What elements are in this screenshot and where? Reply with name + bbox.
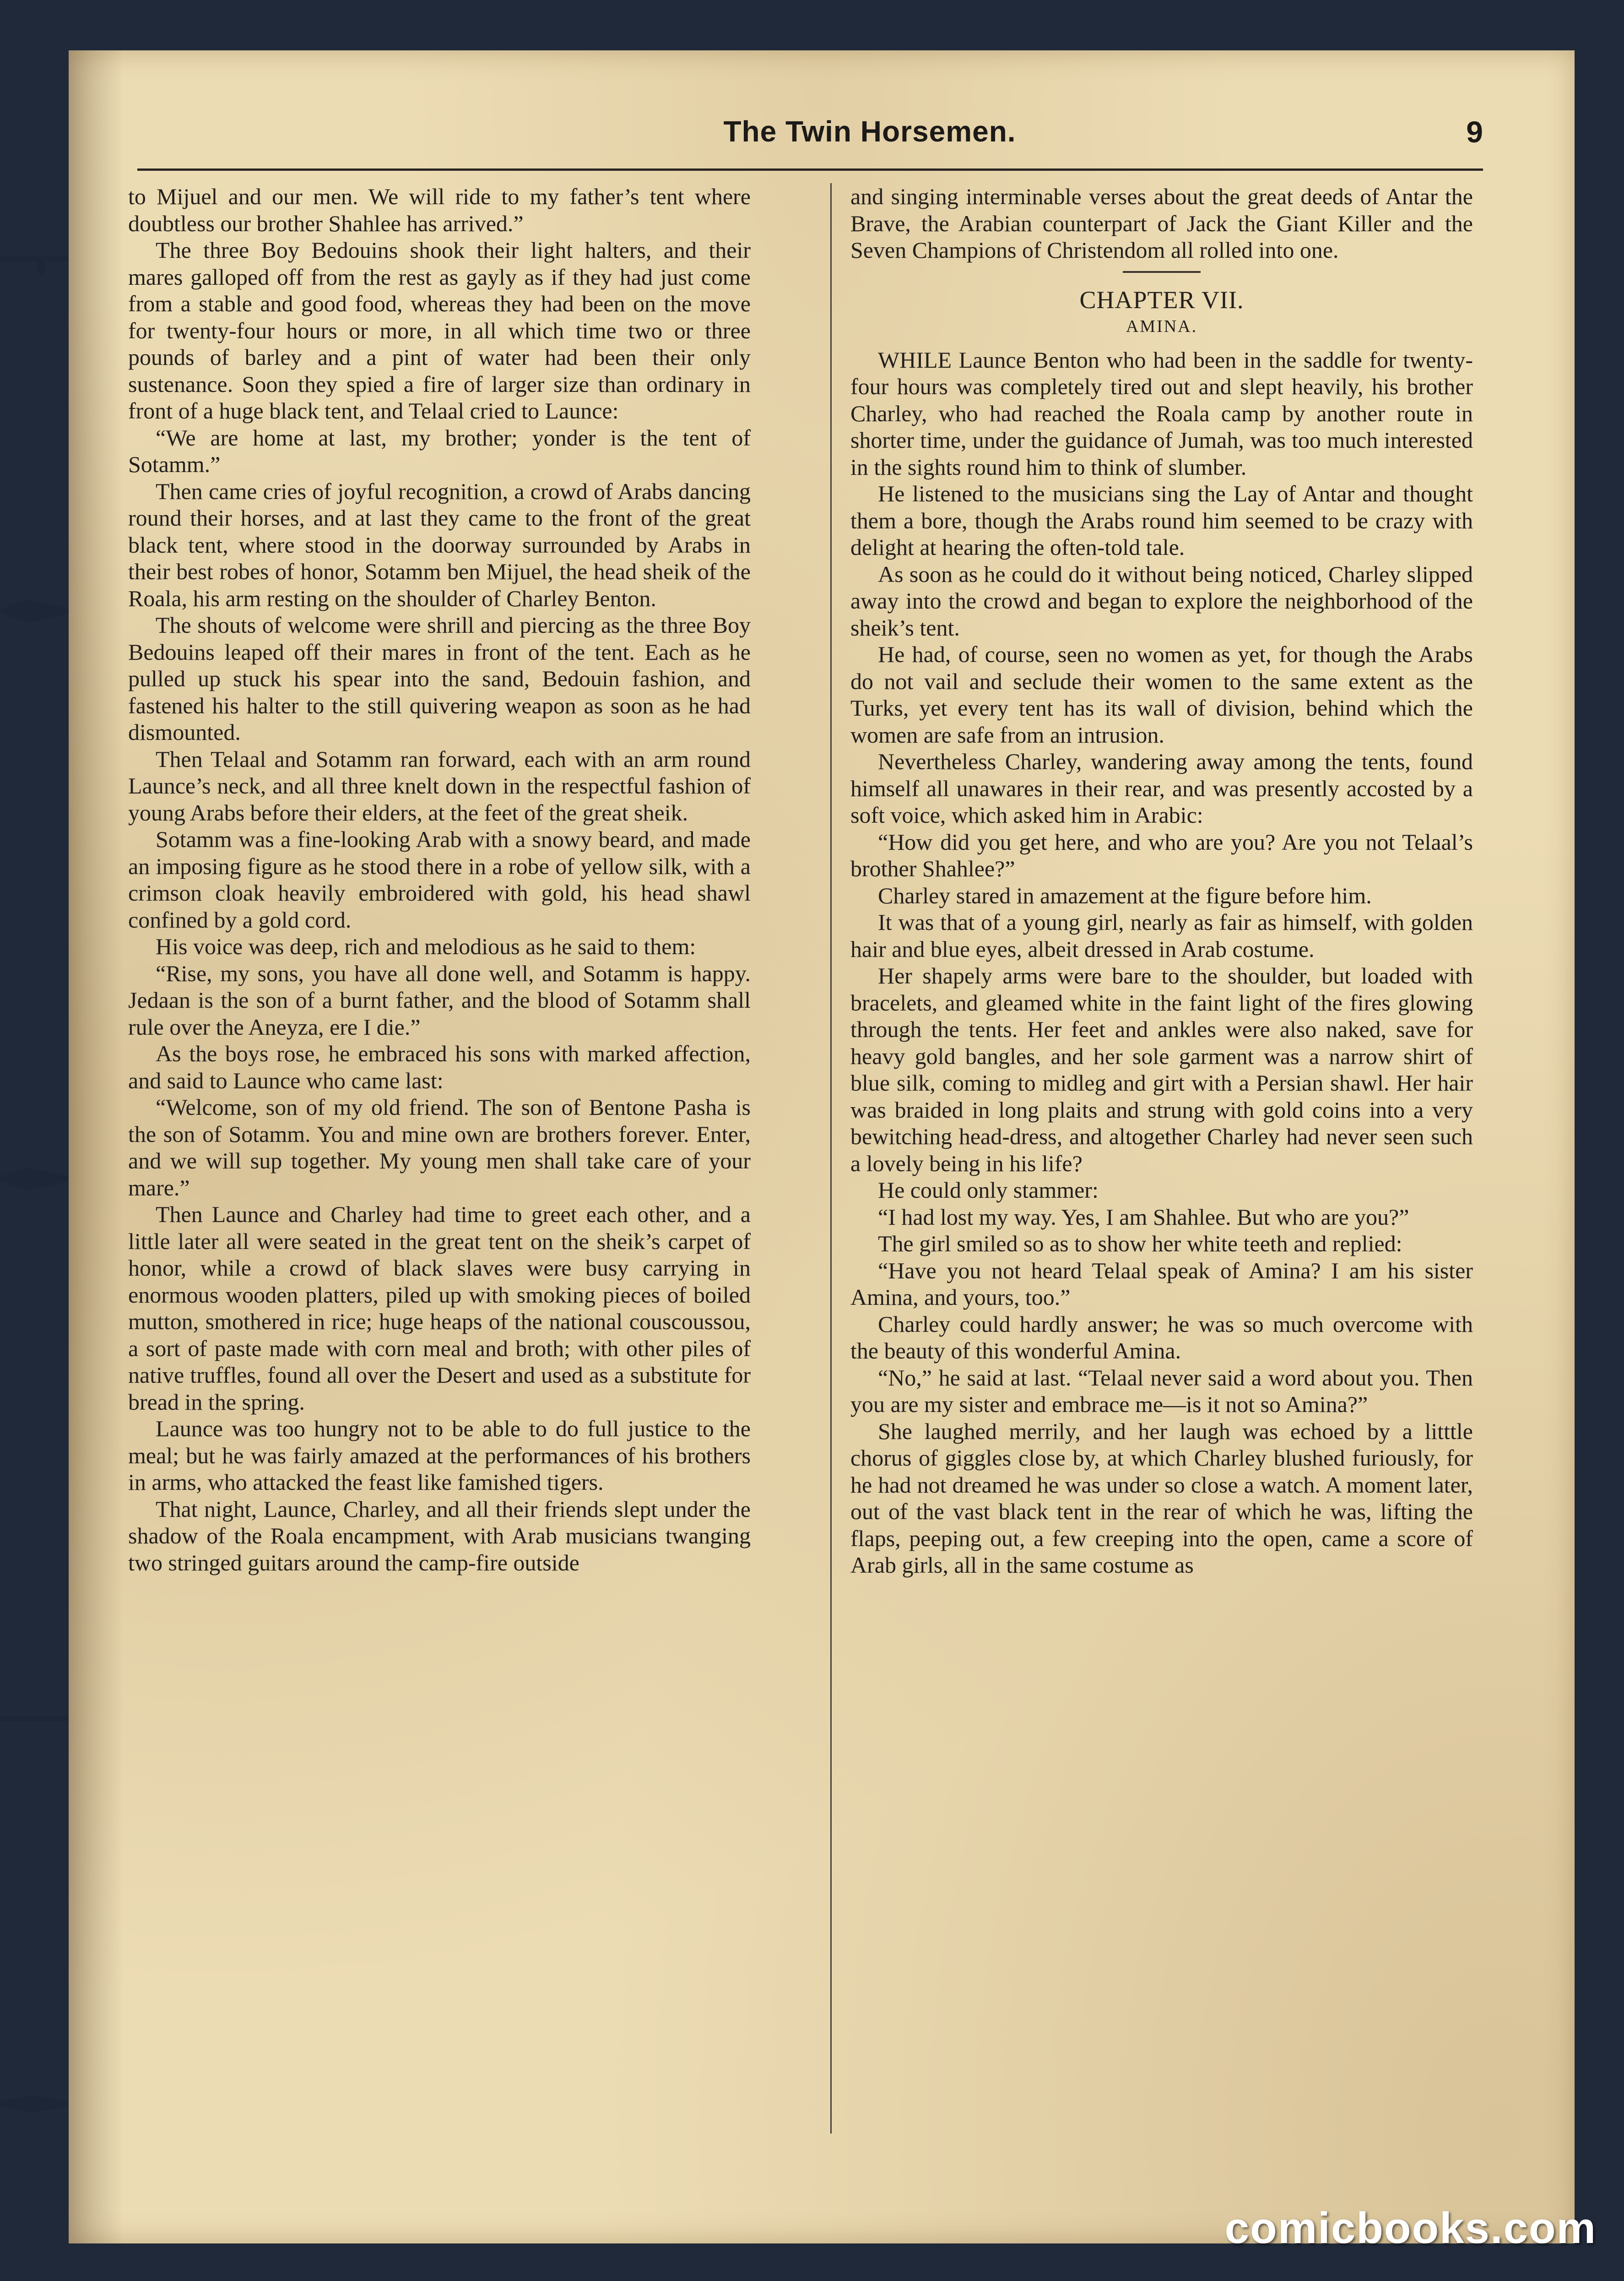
paragraph: “How did you get here, and who are you? Are you not Telaal’s brother Shahlee?” — [850, 829, 1473, 881]
chapter-heading: CHAPTER VII. — [1079, 286, 1244, 314]
watermark: comicbooks.com — [1224, 2204, 1597, 2253]
paragraph: “Have you not heard Telaal speak of Amina? I am his sister Amina, and yours, too.” — [850, 1257, 1473, 1310]
paragraph: Sotamm was a fine-looking Arab with a snowy beard, and made an imposing figure as he stood there in a robe of yellow silk, with a crimson cloak heavily embroidered with gold, his head shawl confined by a gold cord. — [128, 826, 751, 933]
chapter-subtitle: AMINA. — [1126, 317, 1198, 336]
running-title: The Twin Horsemen. — [723, 115, 1016, 148]
paragraph: “We are home at last, my brother; yonder is the tent of Sotamm.” — [128, 424, 751, 477]
paragraph: As soon as he could do it without being noticed, Charley slipped away into the crowd and began to explore the neighborhood of the sheik’s tent. — [850, 561, 1473, 641]
section-rule — [1123, 271, 1201, 273]
binding-shadow — [69, 50, 124, 2243]
page-header — [137, 114, 1483, 165]
header-rule — [137, 168, 1483, 171]
binding-stitch — [0, 247, 69, 279]
paragraph: The shouts of welcome were shrill and piercing as the three Boy Bedouins leaped off their mares in front of the tent. Each as he pulled up stuck his spear into the sand, Bedouin fashion, and fastened his halter to the still quivering weapon as soon as he had dismounted. — [128, 612, 751, 745]
paragraph: Then came cries of joyful recognition, a crowd of Arabs dancing round their horses, and at last they came to the front of the great black tent, where stood in the doorway surrounded by Arabs in their best robes of honor, Sotamm ben Mijuel, the head sheik of the Roala, his arm resting on the shoulder of Charley Benton. — [128, 478, 751, 611]
paragraph: Her shapely arms were bare to the shoulder, but loaded with bracelets, and gleamed white in the faint light of the fires glowing through the tents. Her feet and ankles were also naked, save for heavy gold bangles, and her sole garment was a narrow shirt of blue silk, coming to midleg and girt with a Persian shawl. Her hair was braided in long plaits and strung with gold coins into a very bewitching head-dress, and altogether Charley had never seen such a lovely being in his life? — [850, 963, 1473, 1176]
paragraph: Nevertheless Charley, wandering away among the tents, found himself all unawares in their rear, and was presently accosted by a soft voice, which asked him in Arabic: — [850, 749, 1473, 828]
paragraph: Then Telaal and Sotamm ran forward, each with an arm round Launce’s neck, and all three knelt down in the respectful fashion of young Arabs before their elders, at the feet of the great sheik. — [128, 746, 751, 826]
paragraph: and singing interminable verses about the great deeds of Antar the Brave, the Arabian counterpart of Jack the Giant Killer and the Seven Champions of Christendom all rolled into one. — [850, 184, 1473, 263]
paragraph: “I had lost my way. Yes, I am Shahlee. But who are you?” — [878, 1204, 1409, 1230]
paragraph: He listened to the musicians sing the Lay of Antar and thought them a bore, though the Arabs round him seemed to be crazy with delight at hearing the often-told tale. — [850, 481, 1473, 560]
binding-stitch — [0, 1703, 69, 1735]
left-column — [128, 183, 751, 1576]
paragraph: It was that of a young girl, nearly as fair as himself, with golden hair and blue eyes, albeit dressed in Arab costume. — [850, 909, 1473, 962]
paragraph: He had, of course, seen no women as yet, for though the Arabs do not vail and seclude their women to the same extent as the Turks, yet every tent has its wall of division, behind which the women are safe from an intrusion. — [850, 641, 1473, 748]
paragraph: He could only stammer: — [878, 1177, 1099, 1203]
paragraph: “No,” he said at last. “Telaal never said a word about you. Then you are my sister and embrace me—is it not so Amina?” — [850, 1364, 1473, 1417]
binding-stitch — [0, 1163, 69, 1195]
binding-stitch — [0, 2088, 69, 2120]
right-column — [850, 183, 1473, 1579]
column-divider — [830, 183, 832, 2134]
binding-stitch — [0, 595, 69, 627]
paragraph: His voice was deep, rich and melodious as he said to them: — [156, 934, 696, 959]
paragraph: As the boys rose, he embraced his sons with marked affection, and said to Launce who came last: — [128, 1041, 751, 1093]
paragraph: That night, Launce, Charley, and all their friends slept under the shadow of the Roala encampment, with Arab musicians twanging two stringed guitars around the camp-fire outside — [128, 1496, 751, 1575]
paragraph: Charley stared in amazement at the figure before him. — [878, 882, 1372, 908]
paragraph: Then Launce and Charley had time to greet each other, and a little later all were seated in the great tent on the sheik’s carpet of honor, while a crowd of black slaves were busy carrying in enormous wooden platters, piled up with smoking pieces of boiled mutton, smothered in rice; huge heaps of the national couscoussou, a sort of paste made with corn meal and broth; with other piles of native truffles, found all over the Desert and used as a substitute for bread in the spring. — [128, 1201, 751, 1415]
paragraph: Charley could hardly answer; he was so much overcome with the beauty of this wonderful Amina. — [850, 1311, 1473, 1363]
paragraph: The three Boy Bedouins shook their light halters, and their mares galloped off from the rest as gayly as if they had just come from a stable and good food, whereas they had been on the move for twenty-four hours or more, in all which time two or three pounds of barley and a pint of water had been their only sustenance. Soon they spied a fire of larger size than ordinary in front of a huge black tent, and Telaal cried to Launce: — [128, 237, 751, 424]
paragraph: WHILE Launce Benton who had been in the saddle for twenty-four hours was completely tired out and slept heavily, his brother Charley, who had reached the Roala camp by another route in shorter time, under the guidance of Jumah, was too much interested in the sights round him to think of slumber. — [850, 347, 1473, 480]
paragraph: “Welcome, son of my old friend. The son of Bentone Pasha is the son of Sotamm. You and mine own are brothers forever. Enter, and we will sup together. My young men shall take care of your mare.” — [128, 1094, 751, 1200]
paragraph: The girl smiled so as to show her white teeth and replied: — [878, 1231, 1402, 1256]
paragraph: She laughed merrily, and her laugh was echoed by a litttle chorus of giggles close by, at which Charley blushed furiously, for he had not dreamed he was under so close a watch. A moment later, out of the vast black tent in the rear of which he was, lifting the flaps, peeping out, a few creeping into the open, came a score of Arab girls, all in the same costume as — [850, 1418, 1473, 1578]
page-number: 9 — [1466, 115, 1483, 149]
paragraph: to Mijuel and our men. We will ride to my father’s tent where doubtless our brother Shahlee has arrived.” — [128, 184, 751, 236]
paragraph: Launce was too hungry not to be able to do full justice to the meal; but he was fairly amazed at the performances of his brothers in arms, who attacked the feast like famished tigers. — [128, 1416, 751, 1495]
paragraph: “Rise, my sons, you have all done well, and Sotamm is happy. Jedaan is the son of a burnt father, and the blood of Sotamm shall rule over the Aneyza, ere I die.” — [128, 960, 751, 1040]
